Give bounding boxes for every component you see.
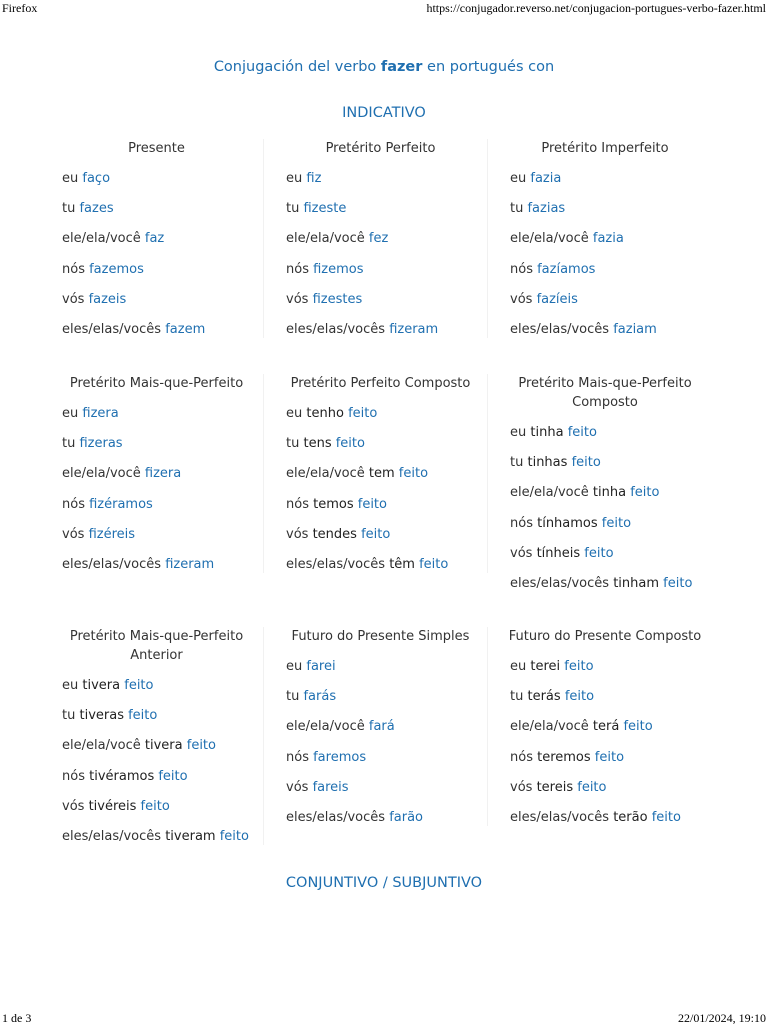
auxiliary-verb: terá [592, 719, 620, 735]
pronoun: vós [510, 545, 533, 561]
auxiliary-verb: terei [530, 659, 561, 674]
verb-form: farei [306, 659, 336, 674]
tense-title: Pretérito Mais-que-Perfeito [69, 376, 244, 391]
pronoun: tu [510, 455, 524, 471]
conjugation-row [274, 466, 487, 482]
verb-form: feito [140, 798, 170, 814]
auxiliary-verb: temos [313, 496, 354, 512]
pronoun: ele/ela/você [62, 466, 141, 482]
pronoun: eles/elas/vocês [62, 556, 162, 572]
conjugation-row [498, 171, 712, 187]
pronoun: tu [62, 708, 76, 724]
conjugation-row [498, 292, 712, 308]
auxiliary-verb: tiveram [165, 828, 216, 844]
pronoun: tu [286, 201, 300, 217]
pronoun: eles/elas/vocês [62, 321, 162, 337]
conjugation-row [50, 466, 263, 482]
browser-name: Firefox [2, 1, 38, 15]
auxiliary-verb: tendes [312, 526, 357, 542]
conjugation-list [274, 406, 487, 573]
pronoun: vós [62, 526, 85, 542]
verb-form: feito [158, 768, 188, 784]
tense-title: Pretérito Mais-que-Perfeito Composto [518, 376, 692, 410]
verb-form: faremos [313, 749, 367, 765]
conjugation-row [274, 292, 487, 308]
auxiliary-verb: tivéramos [89, 768, 155, 784]
tense-block [498, 627, 712, 826]
auxiliary-verb: tereis [536, 779, 574, 795]
verb-form: feito [630, 485, 660, 501]
pronoun: nós [510, 261, 533, 277]
conjugation-row [50, 708, 263, 724]
verb-form: feito [651, 809, 681, 825]
pronoun: eu [62, 171, 79, 186]
pronoun: tu [62, 436, 76, 452]
conjugation-row [498, 201, 712, 217]
conjugation-row [50, 322, 263, 338]
pronoun: ele/ela/você [286, 466, 365, 482]
verb-form: fazíeis [536, 291, 578, 307]
pronoun: nós [286, 749, 309, 765]
conjugation-row [498, 810, 712, 826]
conjugation-row [274, 436, 487, 452]
verb-form: feito [419, 556, 449, 572]
verb-form: feito [348, 406, 378, 421]
verb-form: fazia [592, 231, 624, 247]
pronoun: nós [510, 515, 533, 531]
auxiliary-verb: tem [368, 466, 395, 482]
verb-form: feito [594, 749, 625, 765]
conjugation-row [274, 201, 487, 217]
pronoun: nós [510, 749, 533, 765]
pronoun: eles/elas/vocês [286, 556, 386, 572]
conjugation-row [498, 485, 712, 501]
verb-form: fazem [165, 321, 206, 337]
verb-form: feito [584, 545, 614, 561]
section-indicativo: INDICATIVO [342, 105, 426, 121]
pronoun: eu [62, 406, 79, 421]
pronoun: nós [286, 261, 309, 277]
tense-title: Pretérito Mais-que-Perfeito Anterior [69, 629, 244, 663]
verb-form: feito [128, 708, 158, 724]
pronoun: tu [510, 201, 524, 217]
verb-form: fizeras [79, 436, 123, 452]
verb-form: fizestes [312, 291, 363, 307]
pronoun: eles/elas/vocês [510, 321, 610, 337]
tense-block [274, 139, 488, 338]
auxiliary-verb: tínheis [536, 545, 581, 561]
conjugation-row [498, 322, 712, 338]
verb-form: faço [82, 171, 111, 186]
conjugation-row [50, 201, 263, 217]
verb-form: feito [564, 659, 594, 674]
verb-form: fiz [306, 171, 322, 186]
verb-form: fazemos [89, 261, 144, 277]
pronoun: vós [62, 798, 85, 814]
conjugation-row [50, 557, 263, 573]
tense-block [50, 627, 264, 845]
verb-form: feito [601, 515, 632, 531]
auxiliary-verb: tivera [144, 738, 183, 754]
pronoun: eu [62, 678, 79, 693]
pronoun: tu [286, 689, 300, 705]
pronoun: ele/ela/você [286, 231, 365, 247]
pronoun: eles/elas/vocês [510, 809, 610, 825]
pronoun: eles/elas/vocês [62, 828, 162, 844]
verb-form: farão [389, 809, 424, 825]
auxiliary-verb: tens [303, 436, 332, 452]
auxiliary-verb: têm [389, 556, 415, 572]
conjugation-row [50, 406, 263, 422]
conjugation-row [50, 829, 263, 845]
tense-title: Pretérito Perfeito [325, 141, 436, 156]
tense-title: Presente [128, 141, 185, 156]
tense-block [274, 627, 488, 826]
pronoun: tu [286, 436, 300, 452]
conjugation-row [274, 689, 487, 705]
pronoun: eles/elas/vocês [286, 809, 386, 825]
verb-form: feito [219, 828, 249, 844]
auxiliary-verb: tenho [306, 406, 344, 421]
conjugation-row [274, 262, 487, 278]
conjugation-row [50, 231, 263, 247]
conjugation-list [498, 659, 712, 826]
conjugation-row [274, 527, 487, 543]
auxiliary-verb: tinha [592, 485, 627, 501]
pronoun: ele/ela/você [510, 719, 589, 735]
verb-form: feito [398, 466, 429, 482]
verb-form: farás [303, 689, 337, 705]
conjugation-row [50, 678, 263, 694]
pronoun: nós [62, 496, 85, 512]
tense-block [50, 139, 264, 338]
title-prefix: Conjugación del verbo [213, 59, 377, 75]
auxiliary-verb: tinham [613, 575, 660, 591]
verb-form: feito [571, 455, 601, 471]
conjugation-list [274, 659, 487, 826]
conjugation-row [274, 497, 487, 513]
conjugation-row [498, 750, 712, 766]
verb-form: fizemos [313, 261, 364, 277]
conjugation-row [50, 738, 263, 754]
pronoun: tu [510, 689, 524, 705]
conjugation-row [498, 576, 712, 592]
pronoun: eles/elas/vocês [510, 575, 610, 591]
pronoun: ele/ela/você [62, 231, 141, 247]
tense-block [50, 374, 264, 573]
conjugation-row [274, 171, 487, 187]
verb-form: fazeis [88, 291, 127, 307]
conjugation-list [50, 171, 263, 338]
verb-form: fazia [530, 171, 562, 186]
auxiliary-verb: terás [527, 689, 561, 705]
page-title [0, 59, 768, 75]
conjugation-row [274, 322, 487, 338]
conjugation-list [498, 171, 712, 338]
pronoun: eu [510, 425, 527, 440]
verb-form: feito [357, 496, 387, 512]
verb-form: feito [335, 436, 365, 452]
conjugation-row [50, 769, 263, 785]
pronoun: vós [286, 526, 309, 542]
auxiliary-verb: teremos [537, 749, 591, 765]
conjugation-list [498, 425, 712, 592]
conjugation-row [498, 516, 712, 532]
verb-form: fazias [527, 201, 566, 217]
pronoun: vós [510, 779, 533, 795]
conjugation-row [274, 750, 487, 766]
auxiliary-verb: tinhas [527, 455, 568, 471]
verb-form: fez [368, 231, 389, 247]
auxiliary-verb: tínhamos [537, 515, 598, 531]
verb-form: fareis [312, 779, 349, 795]
verb-form: fazíamos [537, 261, 596, 277]
title-verb: fazer [380, 59, 423, 75]
conjugation-row [274, 719, 487, 735]
pronoun: eu [286, 171, 303, 186]
conjugation-row [50, 497, 263, 513]
section-conjuntivo: CONJUNTIVO / SUBJUNTIVO [285, 875, 483, 891]
conjugation-list [274, 171, 487, 338]
pronoun: ele/ela/você [62, 738, 141, 754]
verb-form: fizéramos [89, 496, 153, 512]
conjugation-row [498, 455, 712, 471]
auxiliary-verb: terão [613, 809, 648, 825]
verb-form: faziam [613, 321, 657, 337]
conjugation-row [50, 527, 263, 543]
conjugation-row [274, 406, 487, 422]
pronoun: ele/ela/você [510, 485, 589, 501]
pronoun: eu [286, 659, 303, 674]
pronoun: vós [62, 291, 85, 307]
tense-title: Futuro do Presente Simples [291, 629, 470, 644]
verb-form: feito [186, 738, 216, 754]
conjugation-row [274, 231, 487, 247]
tense-title: Pretérito Imperfeito [541, 141, 669, 156]
pronoun: nós [62, 261, 85, 277]
conjugation-row [50, 799, 263, 815]
pronoun: nós [286, 496, 309, 512]
conjugation-row [498, 546, 712, 562]
verb-form: faz [144, 231, 165, 247]
verb-form: feito [564, 689, 595, 705]
print-datetime: 22/01/2024, 19:10 [677, 1011, 766, 1025]
pronoun: eles/elas/vocês [286, 321, 386, 337]
page-number: 1 de 3 [2, 1011, 32, 1025]
auxiliary-verb: tinha [530, 425, 564, 440]
verb-form: feito [567, 425, 597, 440]
tense-block [274, 374, 488, 573]
conjugation-row [498, 231, 712, 247]
pronoun: nós [62, 768, 85, 784]
conjugation-row [274, 810, 487, 826]
verb-form: fizera [82, 406, 119, 421]
conjugation-row [498, 262, 712, 278]
verb-form: feito [361, 526, 391, 542]
conjugation-row [498, 659, 712, 675]
conjugation-row [274, 557, 487, 573]
verb-form: fizeram [165, 556, 215, 572]
verb-form: feito [623, 719, 653, 735]
pronoun: vós [286, 291, 309, 307]
conjugation-row [50, 292, 263, 308]
verb-form: fizera [144, 466, 182, 482]
conjugation-list [50, 678, 263, 845]
conjugation-row [50, 171, 263, 187]
conjugation-row [498, 689, 712, 705]
verb-form: feito [124, 678, 154, 693]
conjugation-row [498, 780, 712, 796]
conjugation-row [50, 436, 263, 452]
print-header [0, 0, 768, 16]
tense-title: Futuro do Presente Composto [508, 629, 702, 644]
auxiliary-verb: tivéreis [88, 798, 137, 814]
verb-form: fizeste [303, 201, 347, 217]
pronoun: eu [510, 171, 527, 186]
pronoun: ele/ela/você [510, 231, 589, 247]
tense-title: Pretérito Perfeito Composto [290, 376, 471, 391]
auxiliary-verb: tivera [82, 678, 121, 693]
conjugation-row [498, 425, 712, 441]
verb-form: fazes [79, 201, 114, 217]
pronoun: eu [286, 406, 303, 421]
conjugation-list [50, 406, 263, 573]
verb-form: feito [663, 575, 693, 591]
pronoun: vós [510, 291, 533, 307]
tense-block [498, 139, 712, 338]
pronoun: eu [510, 659, 527, 674]
conjugation-row [274, 659, 487, 675]
conjugation-row [498, 719, 712, 735]
conjugation-row [274, 780, 487, 796]
verb-form: fizeram [389, 321, 439, 337]
verb-form: fará [368, 719, 395, 735]
pronoun: ele/ela/você [286, 719, 365, 735]
verb-form: feito [577, 779, 607, 795]
verb-form: fizéreis [88, 526, 136, 542]
title-suffix: en portugués con [427, 59, 555, 75]
tense-block [498, 374, 712, 592]
conjugation-row [50, 262, 263, 278]
page-url: https://conjugador.reverso.net/conjugacion-portugues-verbo-fazer.html [426, 1, 766, 15]
pronoun: tu [62, 201, 76, 217]
auxiliary-verb: tiveras [79, 708, 124, 724]
pronoun: vós [286, 779, 309, 795]
